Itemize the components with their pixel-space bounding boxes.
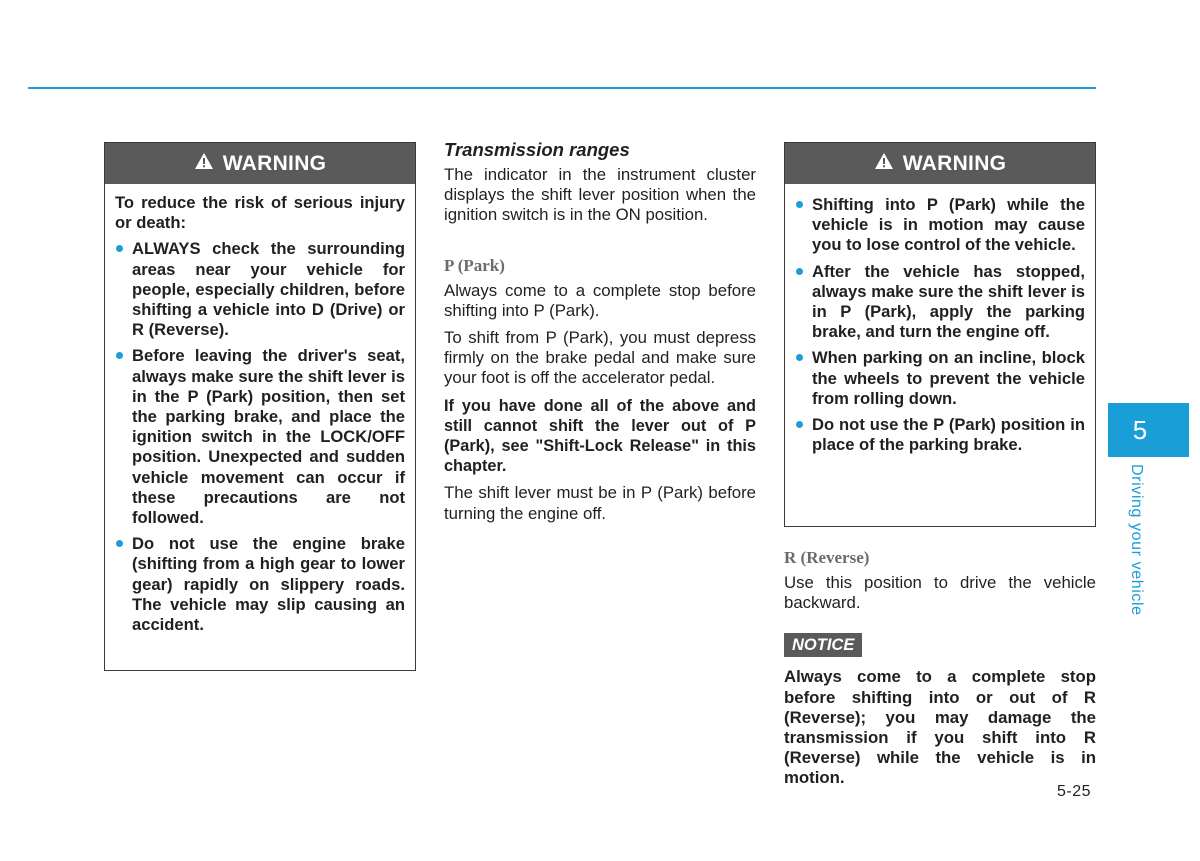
reverse-heading: R (Reverse)	[784, 548, 870, 567]
page-number: 5-25	[1057, 783, 1092, 800]
middle-column	[444, 138, 756, 531]
warning-header	[105, 143, 415, 184]
warning-item: ALWAYS check the surrounding areas near your vehicle for people, especially children, before shifting a vehicle into D (Drive) or R (Reverse).	[115, 239, 405, 340]
chapter-number: 5	[1132, 415, 1148, 445]
warning-heading: WARNING	[902, 151, 1007, 175]
warning-item: When parking on an incline, block the wheels to prevent the vehicle from rolling down.	[795, 348, 1085, 409]
warning-item: Before leaving the driver's seat, always make sure the shift lever is in the P (Park) position, then set the parking brake, and place the ignition switch in the LOCK/OFF position. Unexpected and sudden vehicle movement can occur if these precautions are not followed.	[115, 346, 405, 528]
park-bold-paragraph: If you have done all of the above and still cannot shift the lever out of P (Park), see "Shift-Lock Release" in this chapter.	[444, 396, 756, 476]
warning-box-right	[784, 142, 1096, 527]
warning-heading: WARNING	[222, 151, 327, 175]
chapter-title: Driving your vehicle	[1128, 464, 1145, 616]
section-title: Transmission ranges	[444, 139, 630, 160]
warning-intro: To reduce the risk of serious injury or death:	[115, 193, 405, 233]
warning-item: Do not use the P (Park) position in place of the parking brake.	[795, 415, 1085, 455]
intro-paragraph: The indicator in the instrument cluster displays the shift lever position when the ignition switch is in the ON position.	[444, 165, 756, 225]
warning-header	[785, 143, 1095, 184]
warning-triangle-icon	[194, 152, 214, 176]
park-paragraph-3: The shift lever must be in P (Park) before turning the engine off.	[444, 483, 756, 523]
reverse-section	[784, 547, 1096, 789]
park-heading: P (Park)	[444, 255, 505, 275]
park-paragraph-1: Always come to a complete stop before shifting into P (Park).	[444, 280, 756, 320]
top-rule	[28, 87, 1096, 89]
park-paragraph-2: To shift from P (Park), you must depress firmly on the brake pedal and make sure your foot is off the accelerator pedal.	[444, 328, 756, 388]
reverse-paragraph: Use this position to drive the vehicle backward.	[784, 573, 1096, 613]
notice-label: NOTICE	[784, 633, 862, 657]
warning-item: Do not use the engine brake (shifting from a high gear to lower gear) rapidly on slippery roads. The vehicle may slip causing an accident.	[115, 534, 405, 635]
warning-triangle-icon	[874, 152, 894, 176]
notice-text: Always come to a complete stop before shifting into or out of R (Reverse); you may damage the transmission if you shift into R (Reverse) while the vehicle is in motion.	[784, 667, 1096, 788]
warning-box-left	[104, 142, 416, 671]
warning-item: Shifting into P (Park) while the vehicle is in motion may cause you to lose control of the vehicle.	[795, 195, 1085, 256]
warning-item: After the vehicle has stopped, always make sure the shift lever is in P (Park), apply the parking brake, and turn the engine off.	[795, 262, 1085, 343]
